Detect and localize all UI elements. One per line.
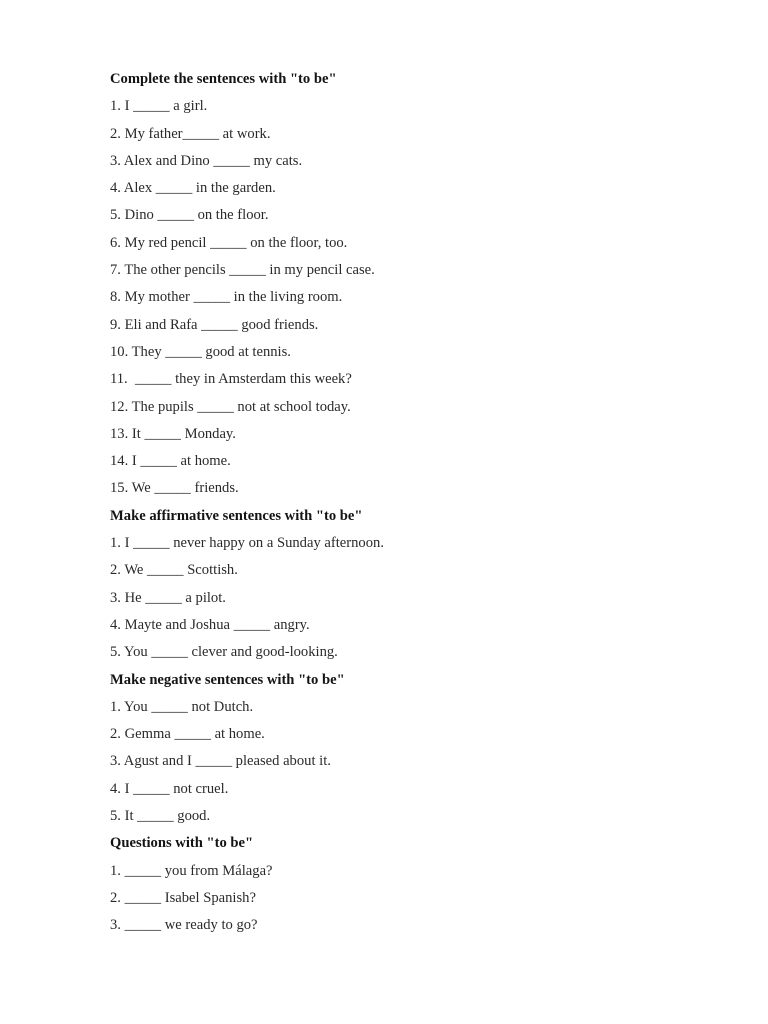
exercise-item: 5. You _____ clever and good-looking. — [110, 644, 338, 661]
exercise-item: 5. Dino _____ on the floor. — [110, 207, 269, 224]
exercise-item: 3. _____ we ready to go? — [110, 917, 258, 934]
exercise-item: 11. _____ they in Amsterdam this week? — [110, 371, 352, 388]
exercise-item: 3. He _____ a pilot. — [110, 589, 226, 606]
exercise-item: 15. We _____ friends. — [110, 480, 239, 497]
worksheet — [110, 66, 730, 940]
exercise-item: 3. Alex and Dino _____ my cats. — [110, 152, 303, 169]
exercise-item: 10. They _____ good at tennis. — [110, 343, 291, 360]
exercise-item: 1. I _____ a girl. — [110, 98, 208, 115]
exercise-item: 4. Alex _____ in the garden. — [110, 180, 276, 197]
exercise-item: 14. I _____ at home. — [110, 453, 231, 470]
exercise-item: 3. Agust and I _____ pleased about it. — [110, 753, 331, 770]
exercise-item: 12. The pupils _____ not at school today. — [110, 398, 351, 415]
section-complete — [110, 66, 730, 503]
section-heading: Make affirmative sentences with "to be" — [110, 507, 363, 524]
section-affirmative — [110, 503, 730, 667]
exercise-item: 4. I _____ not cruel. — [110, 780, 229, 797]
exercise-item: 4. Mayte and Joshua _____ angry. — [110, 616, 310, 633]
exercise-item: 1. You _____ not Dutch. — [110, 698, 254, 715]
exercise-item: 1. I _____ never happy on a Sunday afternoon. — [110, 535, 384, 552]
exercise-item: 2. _____ Isabel Spanish? — [110, 889, 256, 906]
exercise-item: 7. The other pencils _____ in my pencil case. — [110, 262, 375, 279]
exercise-item: 2. Gemma _____ at home. — [110, 726, 265, 743]
section-questions — [110, 830, 730, 939]
exercise-item: 9. Eli and Rafa _____ good friends. — [110, 316, 319, 333]
exercise-item: 1. _____ you from Málaga? — [110, 862, 273, 879]
exercise-item: 2. We _____ Scottish. — [110, 562, 238, 579]
section-heading: Questions with "to be" — [110, 835, 254, 852]
section-negative — [110, 667, 730, 831]
exercise-item: 13. It _____ Monday. — [110, 425, 236, 442]
exercise-item: 6. My red pencil _____ on the floor, too. — [110, 234, 348, 251]
section-heading: Make negative sentences with "to be" — [110, 671, 345, 688]
exercise-item: 8. My mother _____ in the living room. — [110, 289, 343, 306]
section-heading: Complete the sentences with "to be" — [110, 71, 337, 87]
exercise-item: 5. It _____ good. — [110, 808, 211, 825]
exercise-item: 2. My father_____ at work. — [110, 125, 271, 142]
